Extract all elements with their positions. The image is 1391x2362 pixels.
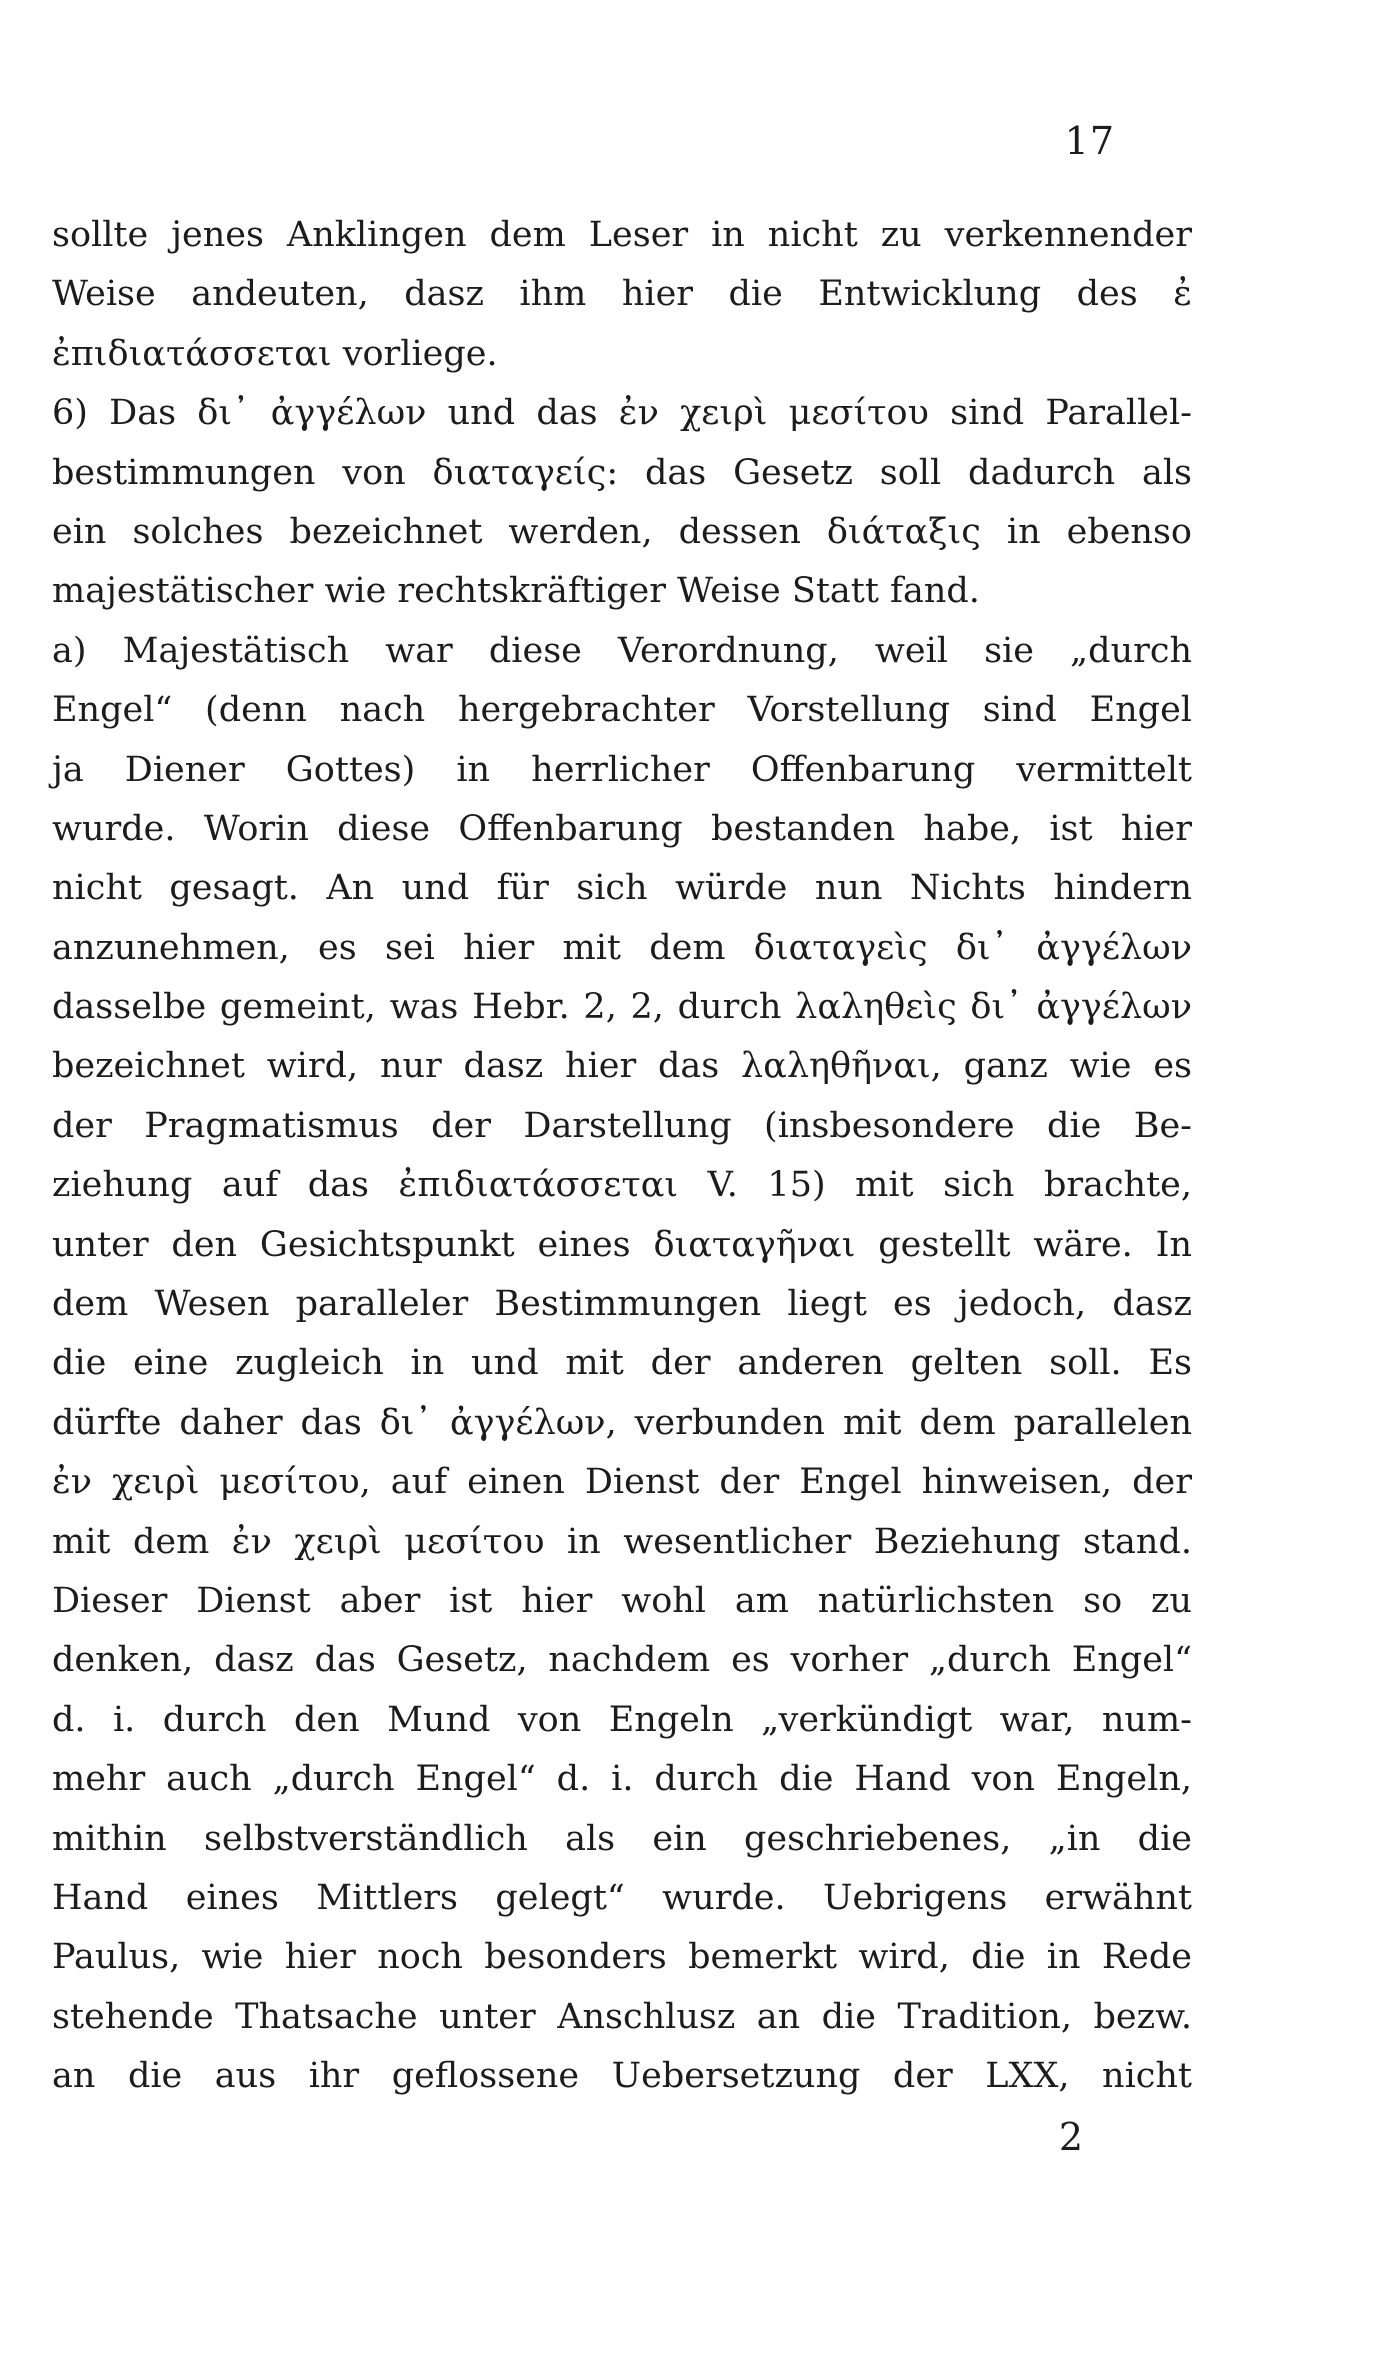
text-line: mit dem ἐν χειρὶ μεσίτου in wesentlicher Beziehung stand.: [52, 1521, 1192, 1562]
text-line: majestätischer wie rechtskräftiger Weise Statt fand.: [52, 571, 980, 612]
text-line: anzunehmen, es sei hier mit dem διαταγεὶς δι᾽ ἀγγέλων: [52, 927, 1192, 968]
text-line: dem Wesen paralleler Bestimmungen liegt es jedoch, dasz: [52, 1284, 1192, 1325]
text-line: bezeichnet wird, nur dasz hier das λαληθῆναι, ganz wie es: [52, 1046, 1192, 1087]
text-line: ja Diener Gottes) in herrlicher Offenbarung vermittelt: [52, 749, 1192, 790]
text-line: Engel“ (denn nach hergebrachter Vorstellung sind Engel: [52, 690, 1192, 731]
text-line: Paulus, wie hier noch besonders bemerkt wird, die in Rede: [52, 1937, 1192, 1978]
text-line: a) Majestätisch war diese Verordnung, weil sie „durch: [52, 630, 1192, 671]
text-line: Dieser Dienst aber ist hier wohl am natürlichsten so zu: [52, 1580, 1192, 1621]
text-line: Hand eines Mittlers gelegt“ wurde. Uebrigens erwähnt: [52, 1877, 1192, 1918]
body-text: [52, 206, 1192, 2107]
signature-mark: 2: [1058, 2115, 1083, 2159]
text-line: sollte jenes Anklingen dem Leser in nicht zu verkennender: [52, 215, 1192, 255]
text-line: ein solches bezeichnet werden, dessen διάταξις in ebenso: [52, 511, 1192, 552]
text-line: 6) Das δι᾽ ἀγγέλων und das ἐν χειρὶ μεσίτου sind Parallel-: [52, 393, 1192, 434]
text-line: an die aus ihr geflossene Uebersetzung der LXX, nicht: [52, 2056, 1192, 2097]
text-line: ἐν χειρὶ μεσίτου, auf einen Dienst der Engel hinweisen, der: [52, 1462, 1192, 1503]
text-line: der Pragmatismus der Darstellung (insbesondere die Be-: [52, 1105, 1192, 1146]
text-line: ziehung auf das ἐπιδιατάσσεται V. 15) mit sich brachte,: [52, 1165, 1192, 1206]
text-line: Weise andeuten, dasz ihm hier die Entwicklung des ἐ: [52, 274, 1192, 315]
text-line: nicht gesagt. An und für sich würde nun Nichts hindern: [52, 868, 1192, 909]
text-line: mehr auch „durch Engel“ d. i. durch die Hand von Engeln,: [52, 1759, 1192, 1800]
text-line: d. i. durch den Mund von Engeln „verkündigt war, num-: [52, 1699, 1192, 1740]
page-number: 17: [1064, 119, 1115, 163]
text-line: dasselbe gemeint, was Hebr. 2, 2, durch λαληθεὶς δι᾽ ἀγγέλων: [52, 987, 1192, 1028]
text-line: wurde. Worin diese Offenbarung bestanden habe, ist hier: [52, 808, 1192, 849]
text-line: unter den Gesichtspunkt eines διαταγῆναι gestellt wäre. In: [52, 1224, 1192, 1265]
text-line: denken, dasz das Gesetz, nachdem es vorher „durch Engel“: [52, 1640, 1192, 1681]
text-line: dürfte daher das δι᾽ ἀγγέλων, verbunden mit dem parallelen: [52, 1402, 1192, 1443]
text-line: bestimmungen von διαταγείς: das Gesetz soll dadurch als: [52, 452, 1192, 493]
text-line: stehende Thatsache unter Anschlusz an die Tradition, bezw.: [52, 1996, 1192, 2037]
text-line: mithin selbstverständlich als ein geschriebenes, „in die: [52, 1818, 1192, 1859]
text-line: die eine zugleich in und mit der anderen gelten soll. Es: [52, 1343, 1192, 1384]
text-line: ἐπιδιατάσσεται vorliege.: [52, 333, 498, 374]
